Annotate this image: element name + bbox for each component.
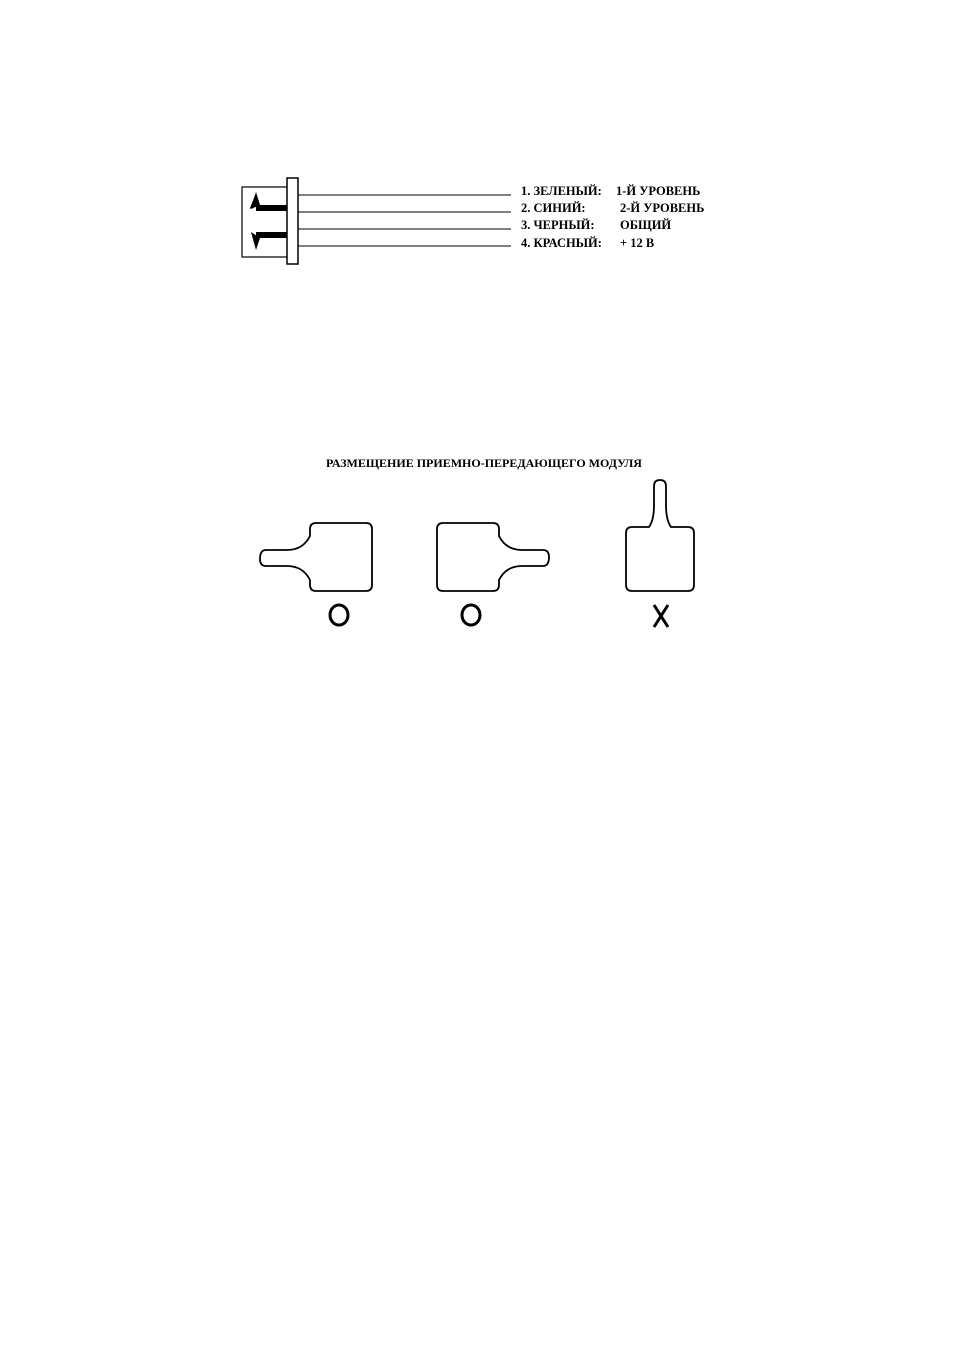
connector-plate — [287, 178, 298, 264]
wire-2-function: 2-Й УРОВЕНЬ — [620, 201, 705, 215]
module-top-antenna — [626, 480, 694, 627]
module-right-antenna — [437, 523, 549, 625]
wire-3-function: ОБЩИЙ — [620, 218, 672, 232]
ok-mark-icon — [462, 605, 480, 625]
wire-3-name: 3. ЧЕРНЫЙ: — [521, 218, 595, 232]
module-outline — [260, 523, 372, 591]
module-left-antenna — [260, 523, 372, 625]
ok-mark-icon — [330, 605, 348, 625]
wire-4-function: + 12 В — [620, 236, 655, 250]
connector-housing — [242, 187, 288, 257]
module-outline — [437, 523, 549, 591]
connector-diagram — [242, 178, 511, 264]
wire-1-function: 1-Й УРОВЕНЬ — [616, 184, 701, 198]
wire-2-name: 2. СИНИЙ: — [521, 201, 586, 215]
wire-4-name: 4. КРАСНЫЙ: — [521, 236, 602, 250]
placement-title: РАЗМЕЩЕНИЕ ПРИЕМНО-ПЕРЕДАЮЩЕГО МОДУЛЯ — [326, 456, 642, 470]
wire-1-name: 1. ЗЕЛЕНЫЙ: — [521, 184, 602, 198]
module-outline — [626, 480, 694, 591]
wrong-mark-icon — [654, 605, 668, 627]
